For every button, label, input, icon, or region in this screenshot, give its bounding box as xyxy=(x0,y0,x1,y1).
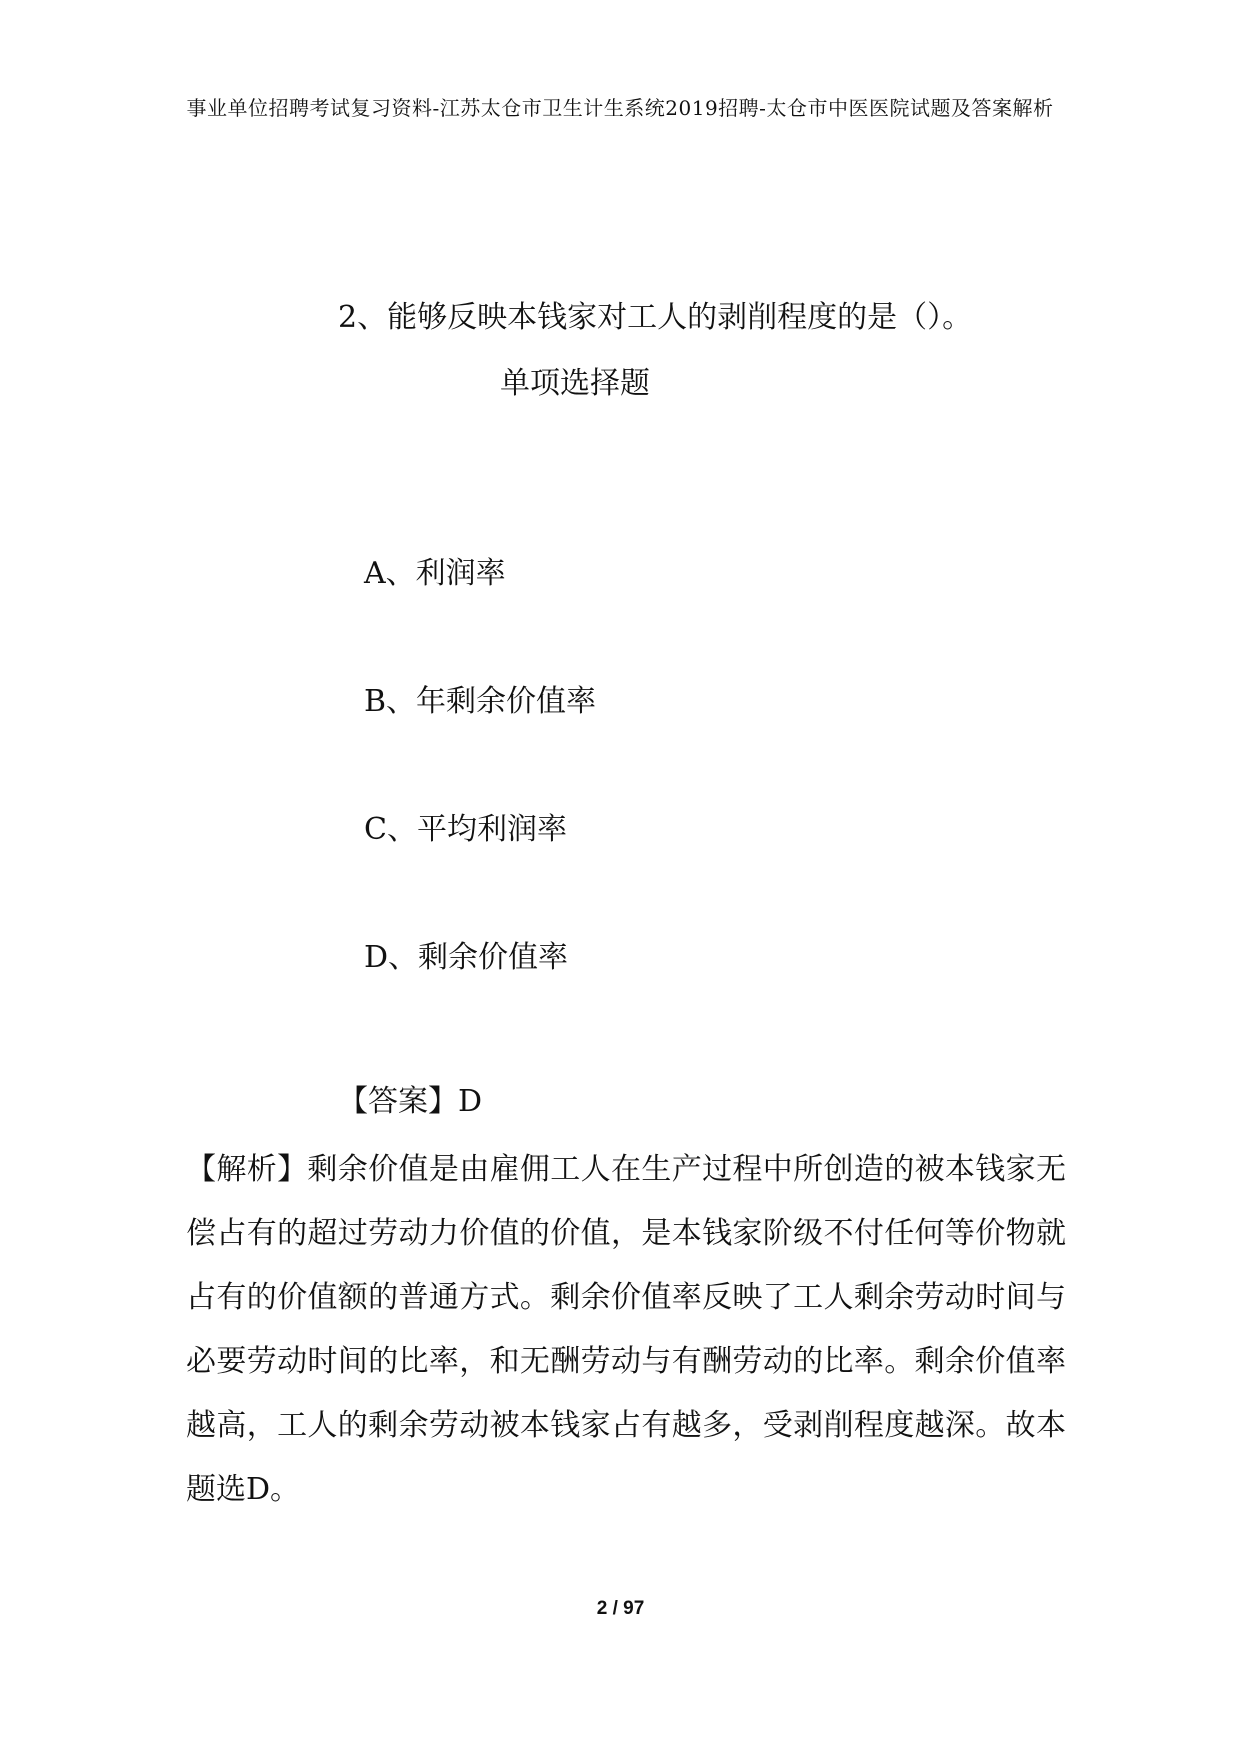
page-number: 2 / 97 xyxy=(596,1598,645,1619)
analysis-paragraph: 【解析】剩余价值是由雇佣工人在生产过程中所创造的被本钱家无偿占有的超过劳动力价值的价值，是本钱家阶级不付任何等价物就占有的价值额的普通方式。剩余价值率反映了工人剩余劳动时间与必要劳动时间的比率，和无酬劳动与有酬劳动的比率。剩余价值率越高，工人的剩余劳动被本钱家占有越多，受剥削程度越深。故本题选D。 xyxy=(186,1152,1066,1507)
answer-line: 【答案】D xyxy=(338,1084,483,1119)
document-header: 事业单位招聘考试复习资料-江苏太仓市卫生计生系统2019招聘-太仓市中医医院试题及答案解析 xyxy=(186,96,1054,120)
option-c: C、平均利润率 xyxy=(364,812,567,847)
question-stem: 2、能够反映本钱家对工人的剥削程度的是（）。 xyxy=(338,300,973,335)
option-b: B、年剩余价值率 xyxy=(364,684,597,719)
option-d: D、剩余价值率 xyxy=(364,940,569,975)
question-type-label: 单项选择题 xyxy=(500,366,650,401)
option-a: A、利润率 xyxy=(364,556,506,591)
